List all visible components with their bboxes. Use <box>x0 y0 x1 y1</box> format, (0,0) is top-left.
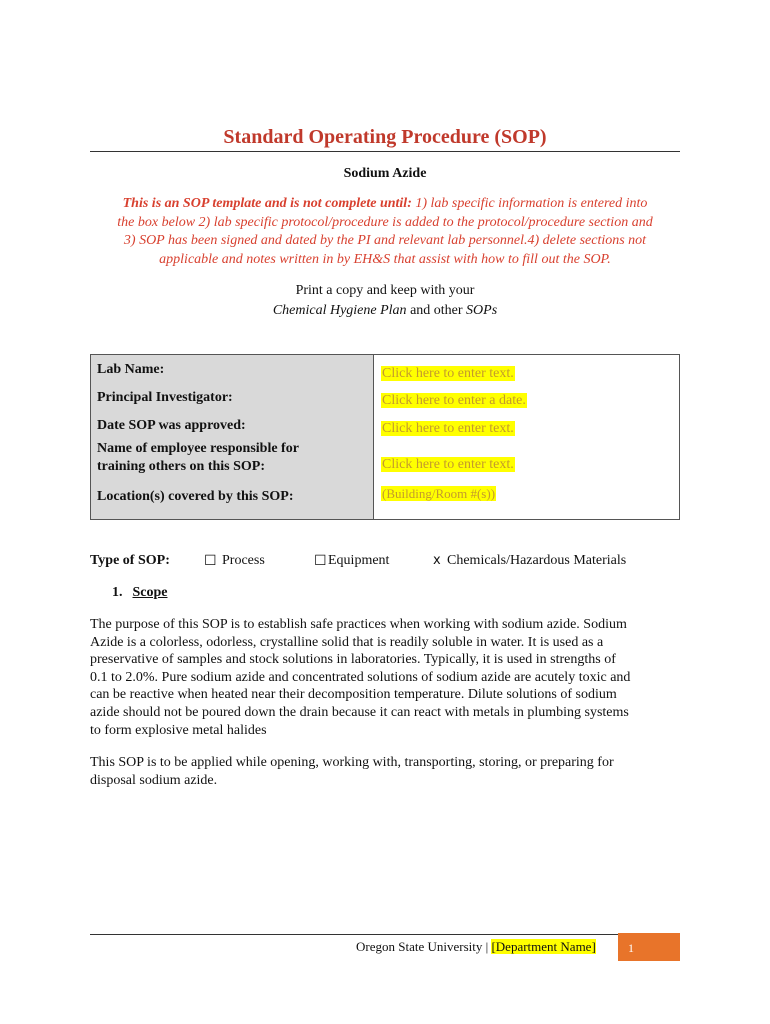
pi-label: Principal Investigator: <box>97 390 233 405</box>
notice-line-3: 3) SOP has been signed and dated by the PI and relevant lab personnel.4) delete sections not <box>123 233 647 248</box>
process-option-label: Process <box>222 553 265 568</box>
trainer-label-line-2: training others on this SOP: <box>97 459 266 474</box>
scope-p2-line: This SOP is to be applied while opening, working with, transporting, storing, or preparing for <box>90 755 614 770</box>
trainer-field[interactable] <box>381 457 515 473</box>
scope-p1-line: can be reactive when heated near their decomposition temperature. Dilute solutions of sodium <box>90 687 617 703</box>
print-note-mid: and other <box>406 303 467 318</box>
chemicals-checkbox[interactable]: x <box>433 553 441 568</box>
scope-p1-line: azide should not be poured down the drain because it can react with metals in plumbing systems <box>90 704 629 720</box>
scope-p1-line: 0.1 to 2.0%. Pure sodium azide and concentrated solutions of sodium azide are acutely toxic and <box>90 669 631 685</box>
notice-line-4: applicable and notes written in by EH&S that assist with how to fill out the SOP. <box>159 251 611 267</box>
sop-type-row <box>90 553 680 573</box>
date-approved-field[interactable] <box>381 421 515 437</box>
template-notice <box>90 195 680 269</box>
scope-p1-line: to form explosive metal halides <box>90 722 267 738</box>
location-placeholder[interactable]: (Building/Room #(s)) <box>382 486 496 501</box>
trainer-label <box>97 440 367 476</box>
location-label: Location(s) covered by this SOP: <box>97 489 294 504</box>
footer-org: Oregon State University | <box>356 939 492 954</box>
trainer-placeholder[interactable]: Click here to enter text. <box>382 457 514 472</box>
sops-text: SOPs <box>466 303 498 318</box>
scope-p1-line: preservative of samples and stock solutions in laboratories. Typically, it is used in strengths of <box>90 652 616 668</box>
footer-divider <box>90 934 680 935</box>
lab-name-label: Lab Name: <box>97 362 165 377</box>
scope-paragraph-1 <box>90 616 680 739</box>
date-approved-label: Date SOP was approved: <box>97 418 246 433</box>
equipment-option-label: Equipment <box>328 553 390 568</box>
title-divider <box>90 151 680 152</box>
print-note-line-1: Print a copy and keep with your <box>295 283 475 298</box>
lab-info-table <box>90 354 680 520</box>
location-field[interactable] <box>381 486 496 502</box>
chemicals-option-label: Chemicals/Hazardous Materials <box>447 553 627 568</box>
sop-type-label: Type of SOP: <box>90 553 170 568</box>
page-number-badge: 1 <box>618 933 680 961</box>
scope-paragraph-2 <box>90 754 680 789</box>
trainer-label-line-1: Name of employee responsible for <box>97 441 299 456</box>
scope-p1-line: Azide is a colorless, odorless, crystalline solid that is readily soluble in water. It is used as a <box>90 634 604 650</box>
notice-line-1: 1) lab specific information is entered into <box>411 196 648 211</box>
date-approved-placeholder[interactable]: Click here to enter text. <box>382 421 514 436</box>
equipment-checkbox[interactable]: ☐ <box>314 554 327 569</box>
notice-lead: This is an SOP template and is not complete until: <box>122 196 412 211</box>
process-checkbox[interactable]: ☐ <box>204 554 217 569</box>
lab-name-placeholder[interactable]: Click here to enter text. <box>382 366 514 381</box>
notice-line-2: the box below 2) lab specific protocol/procedure is added to the protocol/procedure section and <box>117 214 653 230</box>
footer-department-field[interactable]: [Department Name] <box>491 939 596 954</box>
scope-title: Scope <box>132 585 168 600</box>
scope-p2-line: disposal sodium azide. <box>90 772 218 788</box>
print-note <box>90 281 680 321</box>
lab-name-field[interactable] <box>381 366 515 382</box>
document-title: Standard Operating Procedure (SOP) <box>223 126 547 148</box>
scope-p1-line: The purpose of this SOP is to establish safe practices when working with sodium azide. Sodium <box>90 617 627 632</box>
scope-heading <box>112 585 168 601</box>
pi-field[interactable] <box>381 393 527 409</box>
pi-placeholder[interactable]: Click here to enter a date. <box>382 393 526 408</box>
scope-number: 1. <box>112 585 123 600</box>
footer-text <box>356 939 596 955</box>
document-subtitle: Sodium Azide <box>343 166 427 181</box>
chemical-hygiene-plan-text: Chemical Hygiene Plan <box>272 303 407 318</box>
